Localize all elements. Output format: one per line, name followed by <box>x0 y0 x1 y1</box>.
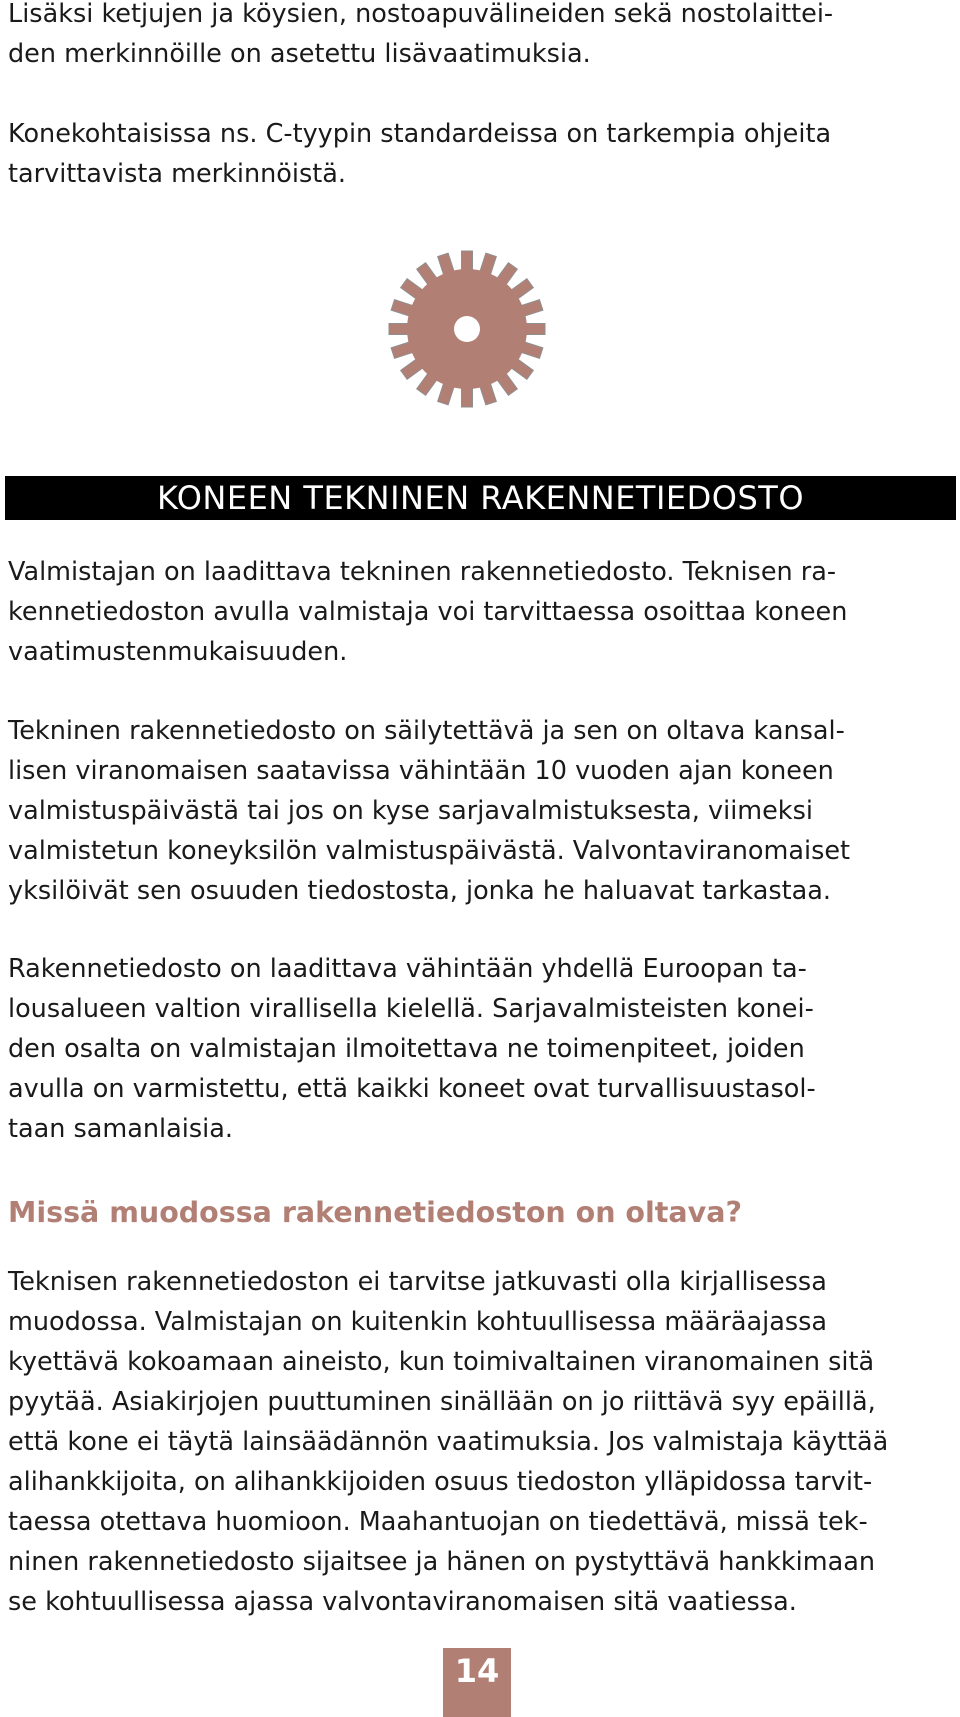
subsection-heading: Missä muodossa rakennetiedoston on oltava? <box>8 1196 742 1229</box>
text-line: Konekohtaisissa ns. C-tyypin standardeissa on tarkempia ohjeita <box>8 119 832 149</box>
text-line: alihankkijoita, on alihankkijoiden osuus tiedoston ylläpidossa tarvit- <box>8 1467 873 1497</box>
subsection-paragraph <box>8 1262 888 1622</box>
text-line: tarvittavista merkinnöistä. <box>8 159 346 189</box>
text-line: Lisäksi ketjujen ja köysien, nostoapuvälineiden sekä nostolaittei- <box>8 0 834 29</box>
section-heading-bar <box>5 476 956 520</box>
text-line: valmistuspäivästä tai jos on kyse sarjavalmistuksesta, viimeksi <box>8 796 813 826</box>
text-line: den merkinnöille on asetettu lisävaatimuksia. <box>8 39 591 69</box>
text-line: taessa otettava huomioon. Maahantuojan on tiedettävä, missä tek- <box>8 1507 868 1537</box>
text-line: kyettävä kokoamaan aineisto, kun toimivaltainen viranomainen sitä <box>8 1347 875 1377</box>
text-line: ninen rakennetiedosto sijaitsee ja hänen on pystyttävä hankkimaan <box>8 1547 876 1577</box>
page-number-box <box>443 1648 511 1717</box>
text-line: yksilöivät sen osuuden tiedostosta, jonka he haluavat tarkastaa. <box>8 876 832 906</box>
gear-hole <box>454 316 480 342</box>
text-line <box>8 74 833 114</box>
section-paragraph-1 <box>8 552 847 672</box>
text-line: Valmistajan on laadittava tekninen rakennetiedosto. Teknisen ra- <box>8 557 837 587</box>
intro-paragraph <box>8 0 833 194</box>
text-line: lisen viranomaisen saatavissa vähintään 10 vuoden ajan koneen <box>8 756 834 786</box>
section-paragraph-3 <box>8 949 816 1149</box>
text-line: Teknisen rakennetiedoston ei tarvitse jatkuvasti olla kirjallisessa <box>8 1267 827 1297</box>
page-number: 14 <box>454 1652 500 1690</box>
section-heading: KONEEN TEKNINEN RAKENNETIEDOSTO <box>157 479 804 517</box>
text-line: muodossa. Valmistajan on kuitenkin kohtuullisessa määräajassa <box>8 1307 828 1337</box>
text-line: Tekninen rakennetiedosto on säilytettävä ja sen on oltava kansal- <box>8 716 845 746</box>
text-line: Rakennetiedosto on laadittava vähintään yhdellä Euroopan ta- <box>8 954 807 984</box>
text-line: vaatimustenmukaisuuden. <box>8 637 348 667</box>
section-paragraph-2 <box>8 711 850 911</box>
text-line: kennetiedoston avulla valmistaja voi tarvittaessa osoittaa koneen <box>8 597 848 627</box>
text-line: se kohtuullisessa ajassa valvontaviranomaisen sitä vaatiessa. <box>8 1587 797 1617</box>
gear-icon <box>387 249 547 409</box>
text-line: den osalta on valmistajan ilmoitettava ne toimenpiteet, joiden <box>8 1034 805 1064</box>
text-line: että kone ei täytä lainsäädännön vaatimuksia. Jos valmistaja käyttää <box>8 1427 889 1457</box>
text-line: lousalueen valtion virallisella kielellä. Sarjavalmisteisten konei- <box>8 994 814 1024</box>
text-line: pyytää. Asiakirjojen puuttuminen sinällään on jo riittävä syy epäillä, <box>8 1387 876 1417</box>
text-line: avulla on varmistettu, että kaikki koneet ovat turvallisuustasol- <box>8 1074 816 1104</box>
text-line: valmistetun koneyksilön valmistuspäivästä. Valvontaviranomaiset <box>8 836 851 866</box>
text-line: taan samanlaisia. <box>8 1114 233 1144</box>
